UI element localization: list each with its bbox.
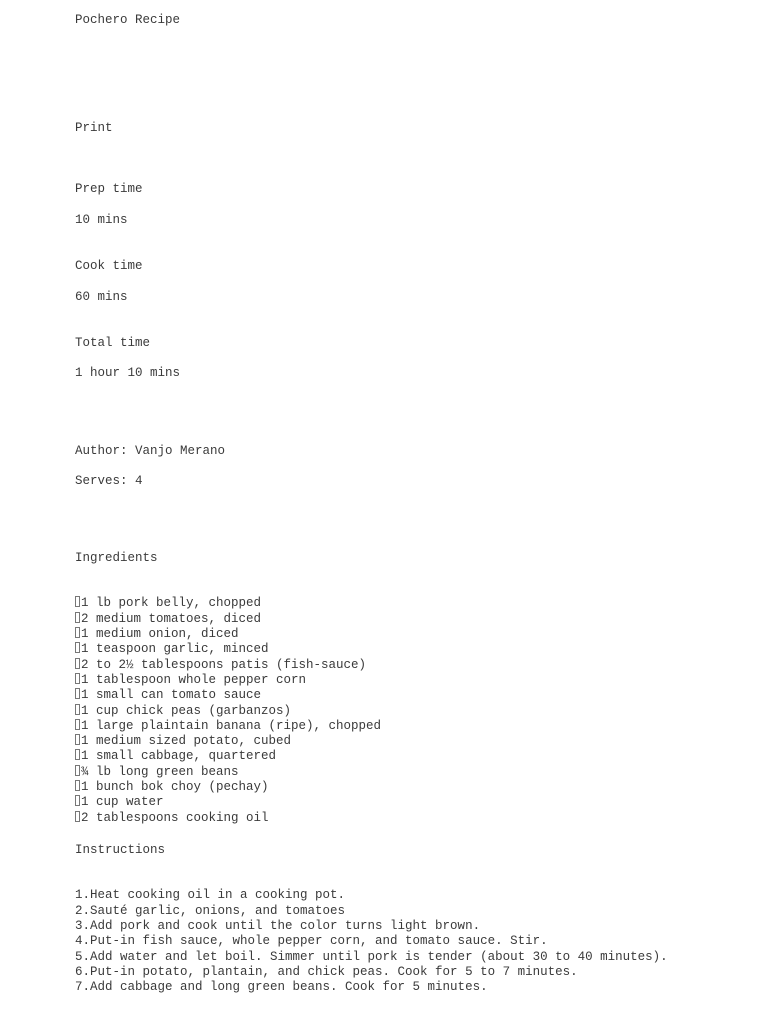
ingredient-text: 1 medium onion, diced <box>81 627 239 642</box>
ingredients-heading: Ingredients <box>75 550 158 565</box>
ingredient-text: 2 to 2½ tablespoons patis (fish-sauce) <box>81 657 367 672</box>
instruction-step: 4.Put-in fish sauce, whole pepper corn, and tomato sauce. Stir. <box>75 934 548 949</box>
ingredient-item <box>75 780 381 795</box>
ingredient-item <box>75 795 381 810</box>
ingredient-item <box>75 765 381 780</box>
missing-glyph-icon <box>75 612 80 623</box>
ingredient-text: ¾ lb long green beans <box>81 764 239 779</box>
ingredient-text: 1 small cabbage, quartered <box>81 749 277 764</box>
ingredient-text: 1 teaspoon garlic, minced <box>81 642 269 657</box>
ingredient-text: 1 medium sized potato, cubed <box>81 734 292 749</box>
missing-glyph-icon <box>75 780 80 791</box>
cook-time-value: 60 mins <box>75 290 128 304</box>
missing-glyph-icon <box>75 765 80 776</box>
missing-glyph-icon <box>75 658 80 669</box>
ingredient-text: 2 tablespoons cooking oil <box>81 810 269 825</box>
instruction-step: 3.Add pork and cook until the color turns light brown. <box>75 919 481 934</box>
ingredient-item <box>75 688 381 703</box>
total-time-value: 1 hour 10 mins <box>75 366 181 380</box>
ingredient-item <box>75 749 381 764</box>
recipe-title: Pochero Recipe <box>75 13 181 27</box>
instruction-step: 2.Sauté garlic, onions, and tomatoes <box>75 903 346 918</box>
ingredient-item <box>75 642 381 657</box>
instruction-step: 1.Heat cooking oil in a cooking pot. <box>75 888 346 903</box>
serves-line: Serves: 4 <box>75 474 143 488</box>
instruction-list <box>75 888 668 995</box>
ingredient-item <box>75 658 381 673</box>
ingredient-item <box>75 612 381 627</box>
instruction-step: 6.Put-in potato, plantain, and chick peas. Cook for 5 to 7 minutes. <box>75 964 578 979</box>
prep-time-value: 10 mins <box>75 213 128 227</box>
missing-glyph-icon <box>75 734 80 745</box>
instructions-heading: Instructions <box>75 842 166 857</box>
ingredient-text: 1 lb pork belly, chopped <box>81 596 262 611</box>
author-line: Author: Vanjo Merano <box>75 444 226 458</box>
ingredient-item <box>75 734 381 749</box>
missing-glyph-icon <box>75 795 80 806</box>
cook-time-label: Cook time <box>75 259 143 273</box>
missing-glyph-icon <box>75 642 80 653</box>
ingredients-section <box>75 520 381 841</box>
ingredient-text: 1 tablespoon whole pepper corn <box>81 672 307 687</box>
ingredient-item <box>75 704 381 719</box>
ingredient-item <box>75 596 381 611</box>
instruction-step: 7.Add cabbage and long green beans. Cook for 5 minutes. <box>75 980 488 995</box>
instruction-step: 5.Add water and let boil. Simmer until pork is tender (about 30 to 40 minutes). <box>75 949 668 964</box>
instructions-section <box>75 812 668 1011</box>
ingredient-item <box>75 673 381 688</box>
missing-glyph-icon <box>75 673 80 684</box>
ingredient-text: 1 large plaintain banana (ripe), chopped <box>81 718 382 733</box>
ingredient-text: 1 bunch bok choy (pechay) <box>81 780 269 795</box>
missing-glyph-icon <box>75 627 80 638</box>
ingredient-text: 1 cup water <box>81 795 164 810</box>
missing-glyph-icon <box>75 596 80 607</box>
missing-glyph-icon <box>75 719 80 730</box>
ingredient-list <box>75 596 381 825</box>
missing-glyph-icon <box>75 704 80 715</box>
print-link[interactable]: Print <box>75 121 113 135</box>
ingredient-text: 2 medium tomatoes, diced <box>81 611 262 626</box>
ingredient-text: 1 small can tomato sauce <box>81 688 262 703</box>
ingredient-item <box>75 719 381 734</box>
prep-time-label: Prep time <box>75 182 143 196</box>
total-time-label: Total time <box>75 336 151 350</box>
ingredient-text: 1 cup chick peas (garbanzos) <box>81 703 292 718</box>
missing-glyph-icon <box>75 749 80 760</box>
ingredient-item <box>75 627 381 642</box>
missing-glyph-icon <box>75 688 80 699</box>
